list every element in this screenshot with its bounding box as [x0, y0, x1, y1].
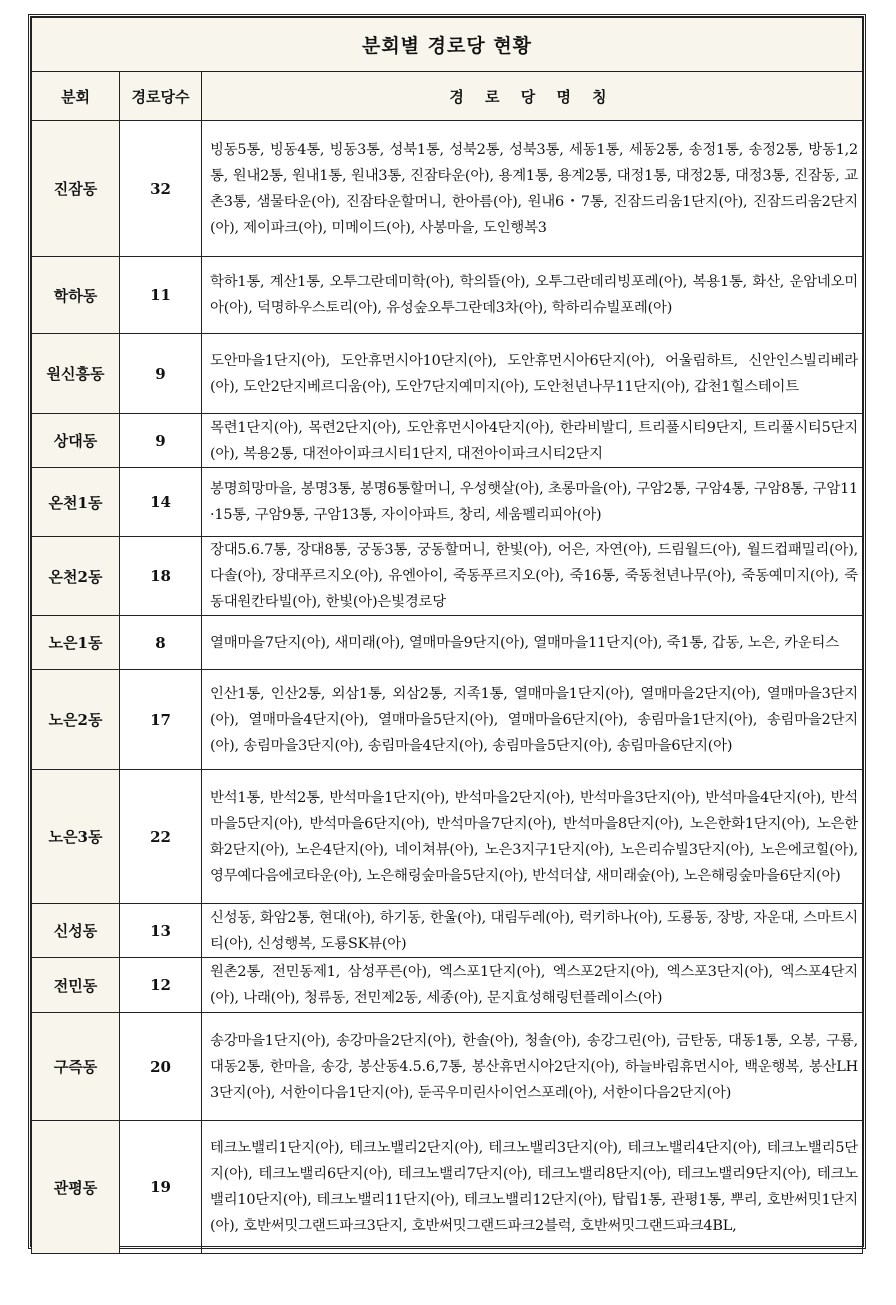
status-table-frame	[28, 14, 866, 1249]
district-cell: 진잠동	[32, 121, 120, 257]
names-cell: 장대5.6.7통, 장대8통, 궁동3통, 궁동할머니, 한빛(아), 어은, 자연(아), 드림월드(아), 월드컵패밀리(아), 다솔(아), 장대푸르지오(아), 유엔아이, 죽동푸르지오(아), 죽16통, 죽동천년나무(아), 죽동예미지(아), 죽동대원칸타빌(아), 한빛(아)은빛경로당	[202, 537, 863, 616]
table-row	[32, 334, 863, 414]
district-cell: 신성동	[32, 904, 120, 958]
district-cell: 구즉동	[32, 1013, 120, 1121]
header-row	[32, 72, 863, 121]
table-row	[32, 257, 863, 334]
table-row	[32, 904, 863, 958]
district-cell: 노은1동	[32, 616, 120, 670]
table-row	[32, 1013, 863, 1121]
district-cell: 학하동	[32, 257, 120, 334]
table-row	[32, 537, 863, 616]
count-cell: 18	[120, 537, 202, 616]
header-count: 경로당수	[120, 72, 202, 121]
names-cell: 도안마을1단지(아), 도안휴먼시아10단지(아), 도안휴먼시아6단지(아), 어울림하트, 신안인스빌리베라(아), 도안2단지베르디움(아), 도안7단지예미지(아), 도안천년나무11단지(아), 갑천1힐스테이트	[202, 334, 863, 414]
district-cell: 전민동	[32, 958, 120, 1013]
table-title: 분회별 경로당 현황	[32, 18, 863, 72]
count-cell: 32	[120, 121, 202, 257]
count-cell: 22	[120, 770, 202, 904]
table-row	[32, 414, 863, 468]
count-cell: 13	[120, 904, 202, 958]
header-district: 분회	[32, 72, 120, 121]
district-cell: 노은2동	[32, 670, 120, 770]
names-cell: 송강마을1단지(아), 송강마을2단지(아), 한솔(아), 청솔(아), 송강그린(아), 금탄동, 대동1통, 오봉, 구룡, 대동2통, 한마을, 송강, 봉산동4.5.6,7통, 봉산휴먼시아2단지(아), 하늘바림휴먼시아, 백운행복, 봉산LH3단지(아), 서한이다음1단지(아), 둔곡우미린사이언스포레(아), 서한이다음2단지(아)	[202, 1013, 863, 1121]
names-cell: 반석1통, 반석2통, 반석마을1단지(아), 반석마을2단지(아), 반석마을3단지(아), 반석마을4단지(아), 반석마을5단지(아), 반석마을6단지(아), 반석마을7단지(아), 반석마을8단지(아), 노은한화1단지(아), 노은한화2단지(아), 노은4단지(아), 네이쳐뷰(아), 노은3지구1단지(아), 노은리슈빌3단지(아), 노은에코힐(아), 영무예다음에코타운(아), 노은해링숲마을5단지(아), 반석더샵, 새미래숲(아), 노은해링숲마을6단지(아)	[202, 770, 863, 904]
names-cell: 테크노밸리1단지(아), 테크노밸리2단지(아), 테크노밸리3단지(아), 테크노밸리4단지(아), 테크노밸리5단지(아), 테크노밸리6단지(아), 테크노밸리7단지(아), 테크노밸리8단지(아), 테크노밸리9단지(아), 테크노밸리10단지(아), 테크노밸리11단지(아), 테크노밸리12단지(아), 탑립1통, 관평1통, 뿌리, 호반써밋1단지(아), 호반써밋그랜드파크3단지, 호반써밋그랜드파크2블럭, 호반써밋그랜드파크4BL,	[202, 1121, 863, 1254]
names-cell: 봉명희망마을, 봉명3통, 봉명6통할머니, 우성햇살(아), 초롱마을(아), 구암2통, 구암4통, 구암8통, 구암11·15통, 구암9통, 구암13통, 자이아파트, 창리, 세움펠리피아(아)	[202, 468, 863, 537]
names-cell: 빙동5통, 빙동4통, 빙동3통, 성북1통, 성북2통, 성북3통, 세동1통, 세동2통, 송정1통, 송정2통, 방동1,2통, 원내2통, 원내1통, 원내3통, 진잠타운(아), 용계1통, 용계2통, 대정1통, 대정2통, 대정3통, 진잠동, 교촌3통, 샘물타운(아), 진잠타운할머니, 한아름(아), 원내6・7통, 진잠드리움1단지(아), 진잠드리움2단지(아), 제이파크(아), 미메이드(아), 사봉마을, 도인행복3	[202, 121, 863, 257]
count-cell: 8	[120, 616, 202, 670]
district-cell: 노은3동	[32, 770, 120, 904]
header-names: 경 로 당 명 칭	[202, 72, 863, 121]
table-row	[32, 616, 863, 670]
count-cell: 20	[120, 1013, 202, 1121]
table-row	[32, 1121, 863, 1254]
table-row	[32, 670, 863, 770]
title-row	[32, 18, 863, 72]
names-cell: 열매마을7단지(아), 새미래(아), 열매마을9단지(아), 열매마을11단지(아), 죽1통, 갑동, 노은, 카운티스	[202, 616, 863, 670]
names-cell: 신성동, 화암2통, 현대(아), 하기동, 한울(아), 대림두레(아), 럭키하나(아), 도룡동, 장방, 자운대, 스마트시티(아), 신성행복, 도룡SK뷰(아)	[202, 904, 863, 958]
names-cell: 원촌2통, 전민동제1, 삼성푸른(아), 엑스포1단지(아), 엑스포2단지(아), 엑스포3단지(아), 엑스포4단지(아), 나래(아), 청류동, 전민제2동, 세종(아), 문지효성해링턴플레이스(아)	[202, 958, 863, 1013]
table-row	[32, 468, 863, 537]
table-row	[32, 770, 863, 904]
district-cell: 온천2동	[32, 537, 120, 616]
count-cell: 9	[120, 414, 202, 468]
count-cell: 9	[120, 334, 202, 414]
count-cell: 12	[120, 958, 202, 1013]
district-cell: 상대동	[32, 414, 120, 468]
district-cell: 온천1동	[32, 468, 120, 537]
table-row	[32, 121, 863, 257]
names-cell: 인산1통, 인산2통, 외삼1통, 외삼2통, 지족1통, 열매마을1단지(아), 열매마을2단지(아), 열매마을3단지(아), 열매마을4단지(아), 열매마을5단지(아), 열매마을6단지(아), 송림마을1단지(아), 송림마을2단지(아), 송림마을3단지(아), 송림마을4단지(아), 송림마을5단지(아), 송림마을6단지(아)	[202, 670, 863, 770]
district-cell: 관평동	[32, 1121, 120, 1254]
names-cell: 목련1단지(아), 목련2단지(아), 도안휴먼시아4단지(아), 한라비발디, 트리풀시티9단지, 트리풀시티5단지(아), 복용2통, 대전아이파크시티1단지, 대전아이파크시티2단지	[202, 414, 863, 468]
count-cell: 17	[120, 670, 202, 770]
table-row	[32, 958, 863, 1013]
names-cell: 학하1통, 계산1통, 오투그란데미학(아), 학의뜰(아), 오투그란데리빙포레(아), 복용1통, 화산, 운암네오미아(아), 덕명하우스토리(아), 유성숲오투그란데3차(아), 학하리슈빌포레(아)	[202, 257, 863, 334]
count-cell: 19	[120, 1121, 202, 1254]
district-cell: 원신흥동	[32, 334, 120, 414]
count-cell: 11	[120, 257, 202, 334]
count-cell: 14	[120, 468, 202, 537]
status-table	[31, 17, 863, 1254]
